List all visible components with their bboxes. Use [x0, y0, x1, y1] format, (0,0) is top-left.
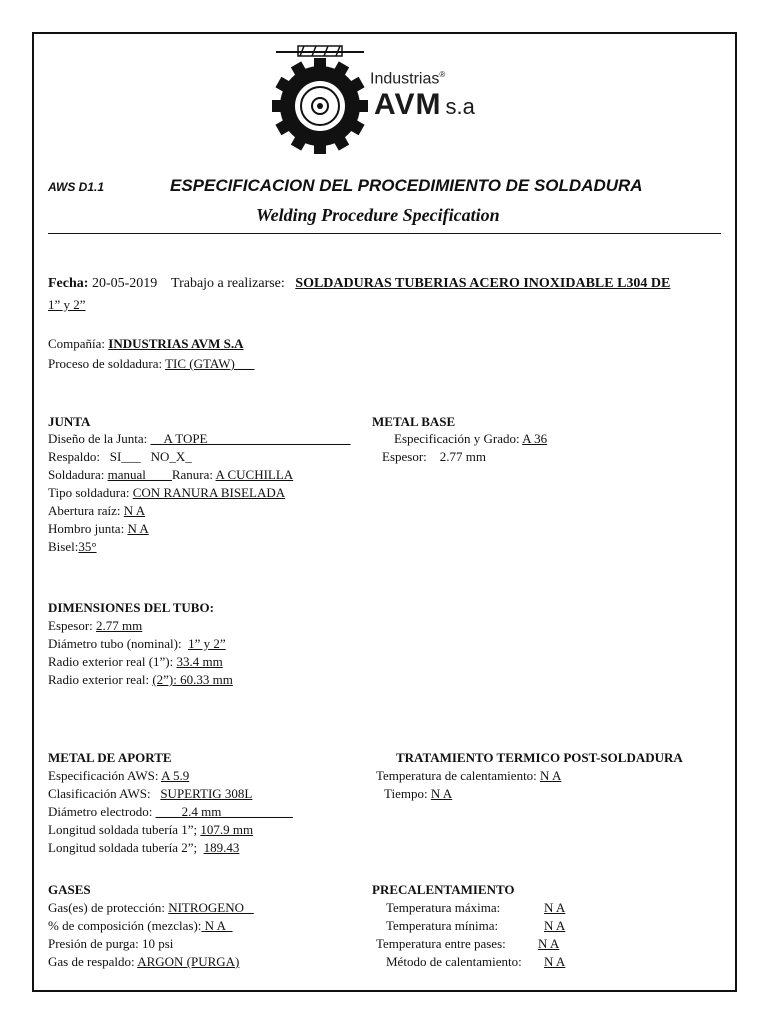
gases-composicion-label: % de composición (mezclas): [48, 918, 202, 933]
tratamiento-temp [376, 768, 561, 783]
junta-abertura [48, 503, 145, 518]
gases-presion-label: Presión de purga: [48, 936, 139, 951]
aporte-espec-value: A 5.9 [161, 768, 190, 783]
junta-bisel-label: Bisel: [48, 539, 79, 554]
gear-icon [270, 40, 370, 160]
tubo-radio2-label: Radio exterior real: [48, 672, 150, 687]
document-frame [32, 32, 737, 992]
aporte-long1 [48, 822, 253, 837]
aporte-long2-value: 189.43 [203, 840, 240, 855]
tubo-espesor-label: Espesor: [48, 618, 93, 633]
junta-tipo-label: Tipo soldadura: [48, 485, 130, 500]
logo-registered: ® [439, 70, 446, 79]
metal-base-espesor [382, 449, 486, 464]
metal-base-espec-label: Especificación y Grado: [394, 431, 520, 446]
junta-abertura-value: N A [123, 503, 146, 518]
gases-proteccion [48, 900, 254, 915]
trabajo-value: SOLDADURAS TUBERIAS ACERO INOXIDABLE L304 DE [295, 276, 671, 291]
gases-presion [48, 936, 173, 951]
precal-metodo-value: N A [544, 954, 566, 969]
logo-industrias: Industrias [370, 70, 440, 88]
junta-hombro-label: Hombro junta: [48, 521, 125, 536]
junta-respaldo-label: Respaldo: [48, 449, 100, 464]
tubo-heading: DIMENSIONES DEL TUBO: [48, 600, 214, 615]
fecha-line [48, 276, 670, 291]
tratamiento-tiempo-value: N A [430, 786, 453, 801]
precal-tmin-value: N A [544, 918, 566, 933]
junta-soldadura-label: Soldadura: [48, 467, 105, 482]
metal-base-heading: METAL BASE [372, 414, 456, 429]
company-value: INDUSTRIAS AVM S.A [108, 336, 244, 351]
junta-abertura-label: Abertura raíz: [48, 503, 121, 518]
metal-base-espesor-label: Espesor: [382, 449, 427, 464]
tratamiento-temp-label: Temperatura de calentamiento: [376, 768, 537, 783]
junta-soldadura [48, 467, 293, 482]
aporte-clasif-value: SUPERTIG 308L [160, 786, 253, 801]
junta-diseno [48, 431, 351, 446]
precal-tmin [386, 918, 498, 933]
process-value: TIC (GTAW)___ [165, 356, 255, 371]
aws-code: AWS D1.1 [48, 180, 105, 194]
tratamiento-heading: TRATAMIENTO TERMICO POST-SOLDADURA [396, 750, 683, 765]
aporte-diam-value: ____2.4 mm___________ [155, 804, 293, 819]
tubo-espesor-value: 2.77 mm [96, 618, 143, 633]
logo-brand: AVM [374, 88, 442, 121]
junta-respaldo-si: SI___ [109, 449, 141, 464]
junta-tipo-value: CON RANURA BISELADA [132, 485, 286, 500]
junta-soldadura-value: manual____ [107, 467, 172, 482]
gases-composicion [48, 918, 232, 933]
aporte-espec-label: Especificación AWS: [48, 768, 159, 783]
junta-respaldo [48, 449, 192, 464]
metal-base-espec [394, 431, 547, 446]
gases-proteccion-label: Gas(es) de protección: [48, 900, 165, 915]
company-line [48, 336, 244, 351]
tubo-diametro-value: 1” y 2” [188, 636, 226, 651]
junta-ranura-label: Ranura: [171, 467, 213, 482]
header-divider [48, 233, 721, 234]
junta-bisel-value: 35° [78, 539, 97, 554]
metal-base-espec-value: A 36 [522, 431, 548, 446]
doc-title: ESPECIFICACION DEL PROCEDIMIENTO DE SOLDADURA [170, 176, 643, 195]
gases-respaldo-label: Gas de respaldo: [48, 954, 135, 969]
precal-metodo-label: Método de calentamiento: [386, 954, 522, 969]
junta-hombro-value: N A [127, 521, 149, 536]
junta-bisel [48, 539, 97, 554]
gases-presion-value: 10 psi [142, 936, 174, 951]
aporte-diametro [48, 804, 293, 819]
precal-tmax-label: Temperatura máxima: [386, 900, 501, 915]
precal-tmax [386, 900, 500, 915]
tratamiento-temp-value: N A [540, 768, 562, 783]
tratamiento-tiempo-label: Tiempo: [384, 786, 428, 801]
precal-tmin-label: Temperatura mínima: [386, 918, 499, 933]
precal-tmax-value: N A [544, 900, 566, 915]
tubo-radio2-value: (2”): 60.33 mm [152, 672, 233, 687]
precal-tpases-value: N A [538, 936, 560, 951]
aporte-long2 [48, 840, 239, 855]
trabajo-value-cont: 1” y 2” [48, 297, 86, 312]
tubo-diametro [48, 636, 226, 651]
precalentamiento-heading: PRECALENTAMIENTO [372, 882, 515, 897]
junta-hombro [48, 521, 149, 536]
gases-respaldo [48, 954, 239, 969]
metal-base-espesor-value: 2.77 mm [439, 449, 487, 464]
tubo-espesor [48, 618, 142, 633]
company-logo [270, 40, 510, 160]
gases-respaldo-value: ARGON (PURGA) [137, 954, 240, 969]
fecha-label: Fecha: [48, 276, 89, 291]
junta-diseno-value: __A TOPE______________________ [150, 431, 351, 446]
gases-composicion-value: N A [204, 918, 226, 933]
gases-proteccion-value: NITROGENO [168, 900, 245, 915]
aporte-long2-label: Longitud soldada tubería 2”; [48, 840, 198, 855]
junta-heading: JUNTA [48, 414, 91, 429]
aporte-heading: METAL DE APORTE [48, 750, 172, 765]
tubo-radio1 [48, 654, 223, 669]
logo-suffix: s.a [445, 94, 475, 119]
process-label: Proceso de soldadura: [48, 356, 163, 371]
aporte-espec [48, 768, 189, 783]
aporte-clasif [48, 786, 252, 801]
tubo-radio2 [48, 672, 233, 687]
junta-tipo [48, 485, 285, 500]
precal-tpases [376, 936, 506, 951]
junta-diseno-label: Diseño de la Junta: [48, 431, 148, 446]
tubo-radio1-label: Radio exterior real (1”): [48, 654, 174, 669]
junta-ranura-value: A CUCHILLA [215, 467, 294, 482]
aporte-diam-label: Diámetro electrodo: [48, 804, 153, 819]
precal-tpases-label: Temperatura entre pases: [376, 936, 506, 951]
junta-respaldo-no: NO_X_ [150, 449, 192, 464]
gases-heading: GASES [48, 882, 91, 897]
tratamiento-tiempo [384, 786, 452, 801]
process-line [48, 356, 254, 371]
precal-metodo [386, 954, 522, 969]
fecha-value: 20-05-2019 [91, 276, 158, 291]
tubo-radio1-value: 33.4 mm [176, 654, 223, 669]
doc-subtitle: Welding Procedure Specification [256, 205, 500, 225]
trabajo-label: Trabajo a realizarse: [171, 276, 285, 291]
aporte-clasif-label: Clasificación AWS: [48, 786, 151, 801]
aporte-long1-label: Longitud soldada tubería 1”; [48, 822, 198, 837]
tubo-diametro-label: Diámetro tubo (nominal): [48, 636, 182, 651]
company-label: Compañía: [48, 336, 106, 351]
aporte-long1-value: 107.9 mm [200, 822, 254, 837]
